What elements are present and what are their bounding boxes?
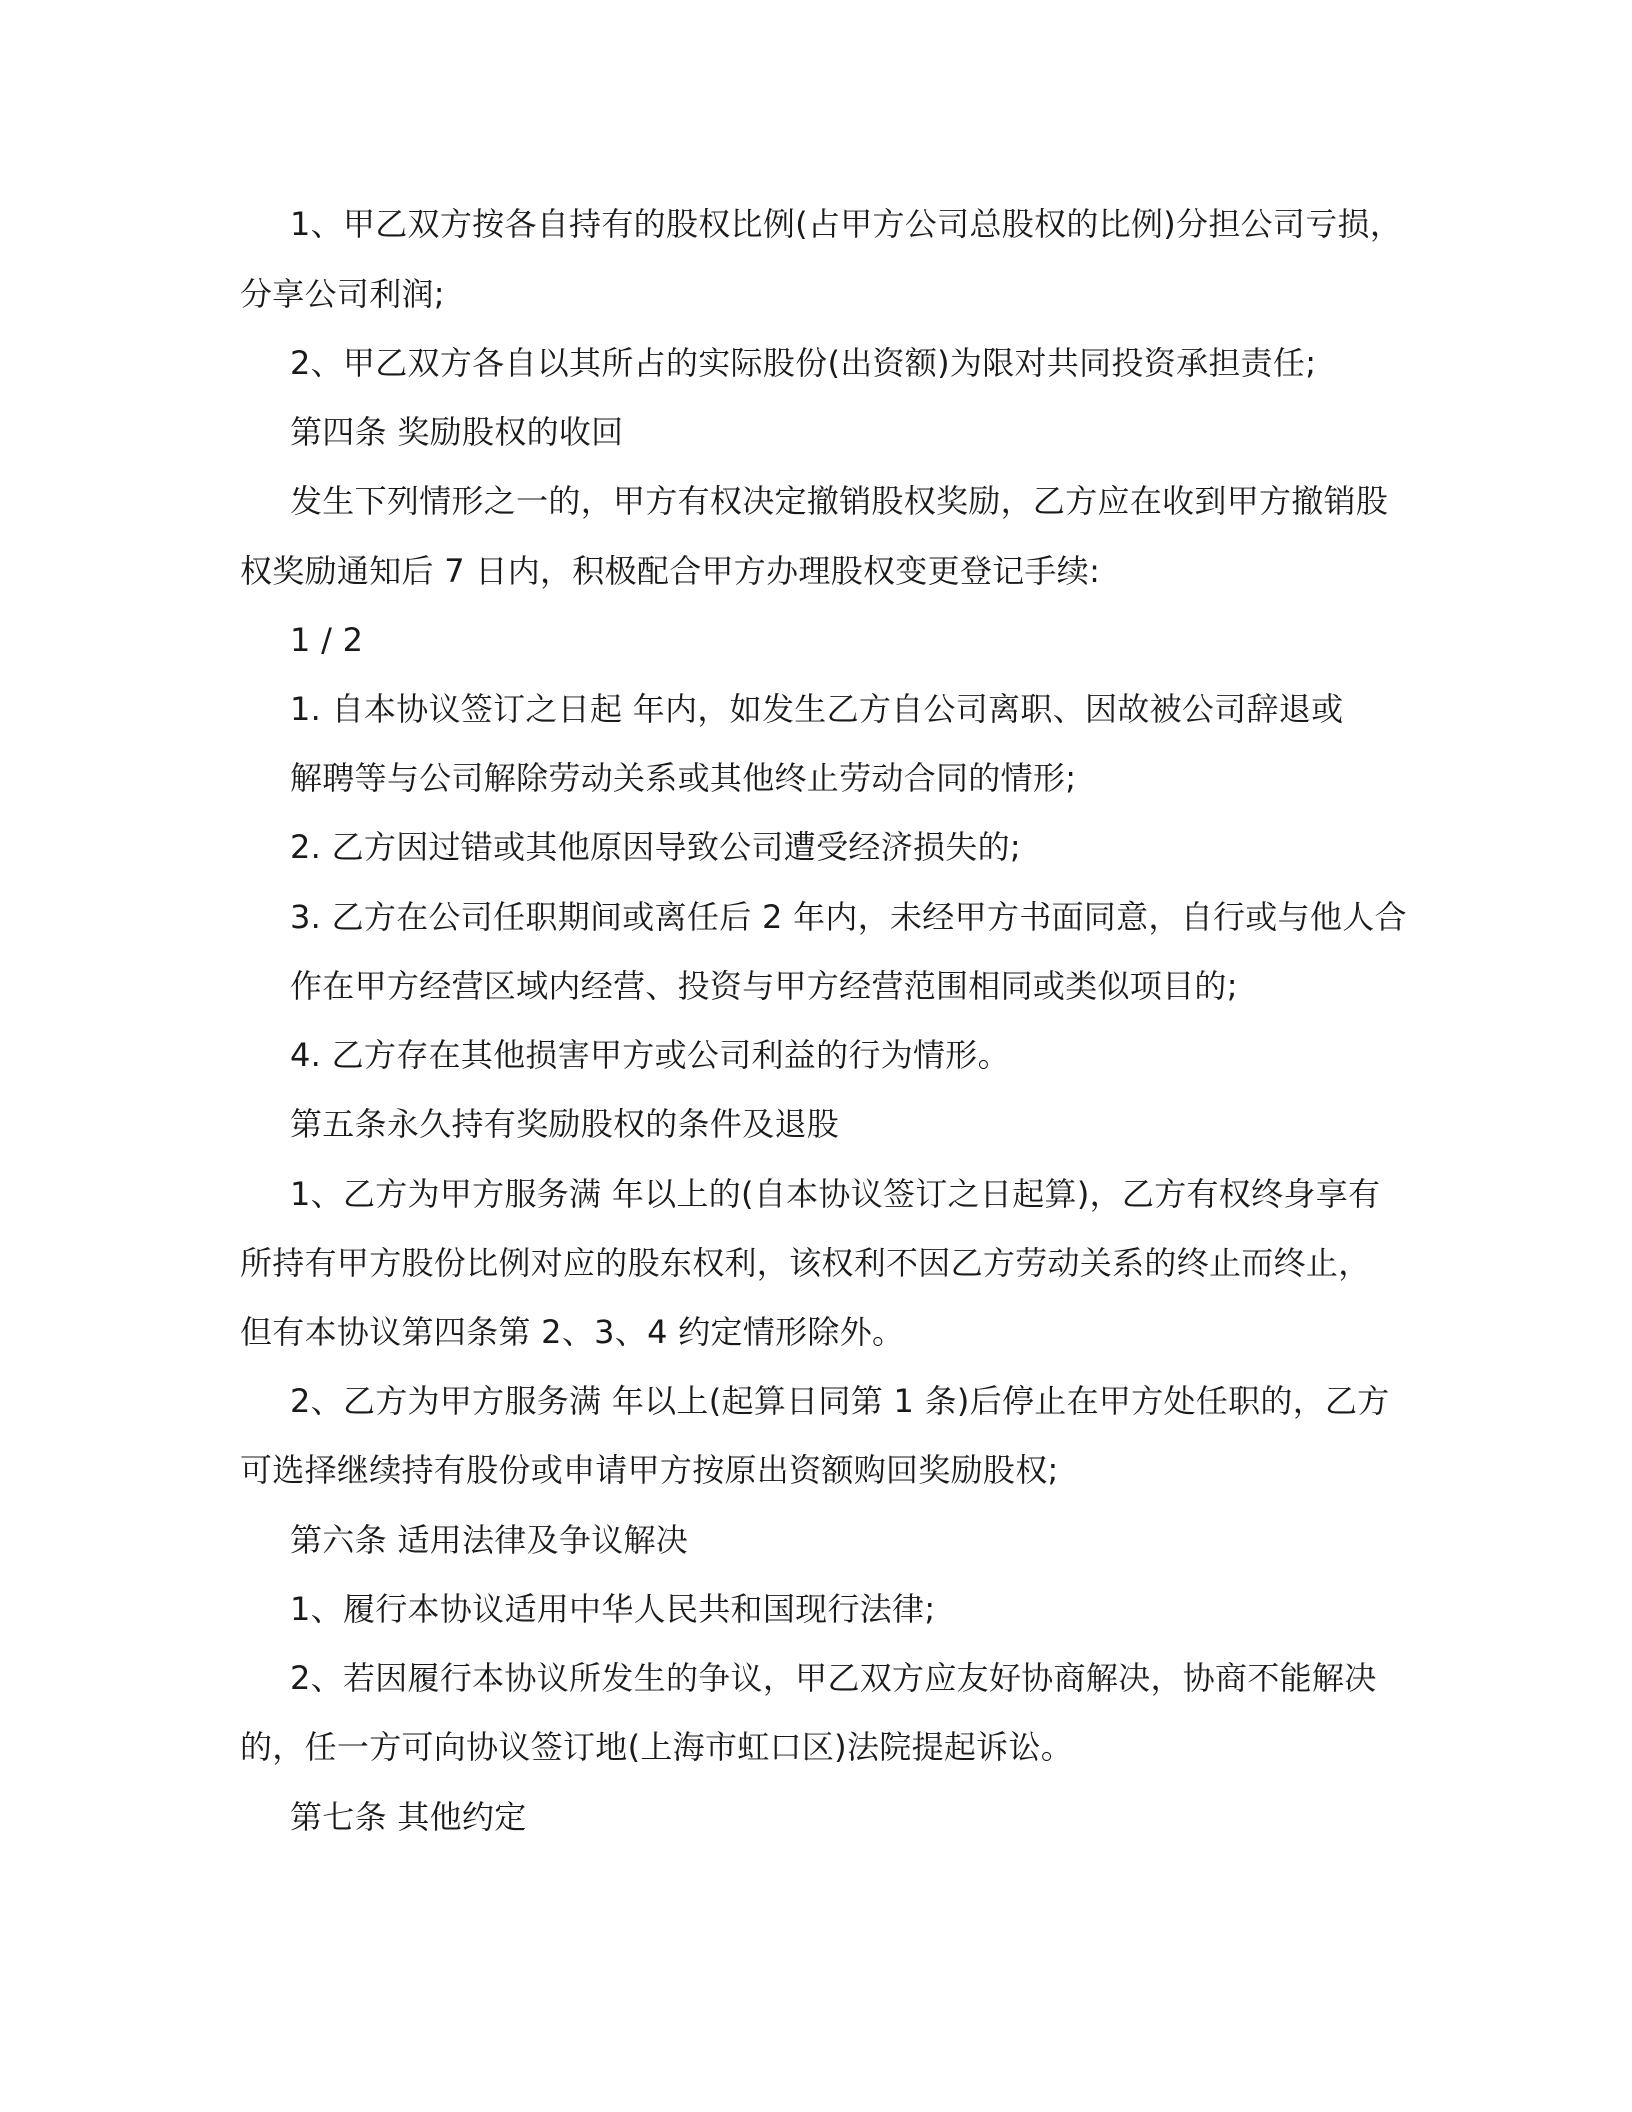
section-heading: 第七条 其他约定 [290, 1798, 527, 1836]
paragraph-line: 作在甲方经营区域内经营、投资与甲方经营范围相同或类似项目的; [290, 967, 1238, 1005]
paragraph-line: 2、若因履行本协议所发生的争议，甲乙双方应友好协商解决，协商不能解决 [290, 1659, 1377, 1697]
paragraph-line: 可选择继续持有股份或申请甲方按原出资额购回奖励股权; [240, 1451, 1059, 1489]
paragraph-line: 分享公司利润; [240, 275, 445, 313]
paragraph-line: 2. 乙方因过错或其他原因导致公司遭受经济损失的; [290, 828, 1021, 866]
section-heading: 第四条 奖励股权的收回 [290, 413, 624, 451]
paragraph-line: 解聘等与公司解除劳动关系或其他终止劳动合同的情形; [290, 759, 1077, 797]
paragraph-line: 1. 自本协议签订之日起 年内，如发生乙方自公司离职、因故被公司辞退或 [290, 690, 1344, 728]
paragraph-line: 1、履行本协议适用中华人民共和国现行法律; [290, 1590, 936, 1628]
paragraph-line: 1、乙方为甲方服务满 年以上的(自本协议签订之日起算)，乙方有权终身享有 [290, 1175, 1381, 1213]
paragraph-line: 1、甲乙双方按各自持有的股权比例(占甲方公司总股权的比例)分担公司亏损， [290, 205, 1403, 243]
paragraph-line: 所持有甲方股份比例对应的股东权利，该权利不因乙方劳动关系的终止而终止， [240, 1244, 1371, 1282]
paragraph-line: 4. 乙方存在其他损害甲方或公司利益的行为情形。 [290, 1036, 1010, 1074]
paragraph-line: 3. 乙方在公司任职期间或离任后 2 年内，未经甲方书面同意，自行或与他人合 [290, 898, 1407, 936]
page-number: 1 / 2 [290, 621, 364, 659]
paragraph-line: 2、乙方为甲方服务满 年以上(起算日同第 1 条)后停止在甲方处任职的，乙方 [290, 1382, 1390, 1420]
paragraph-line: 权奖励通知后 7 日内，积极配合甲方办理股权变更登记手续: [240, 552, 1101, 590]
paragraph-line: 2、甲乙双方各自以其所占的实际股份(出资额)为限对共同投资承担责任; [290, 344, 1317, 382]
section-heading: 第五条永久持有奖励股权的条件及退股 [290, 1105, 840, 1143]
paragraph-line: 的，任一方可向协议签订地(上海市虹口区)法院提起诉讼。 [240, 1728, 1074, 1766]
paragraph-line: 发生下列情形之一的，甲方有权决定撤销股权奖励，乙方应在收到甲方撤销股 [290, 482, 1389, 520]
paragraph-line: 但有本协议第四条第 2、3、4 约定情形除外。 [240, 1313, 905, 1351]
section-heading: 第六条 适用法律及争议解决 [290, 1521, 689, 1559]
